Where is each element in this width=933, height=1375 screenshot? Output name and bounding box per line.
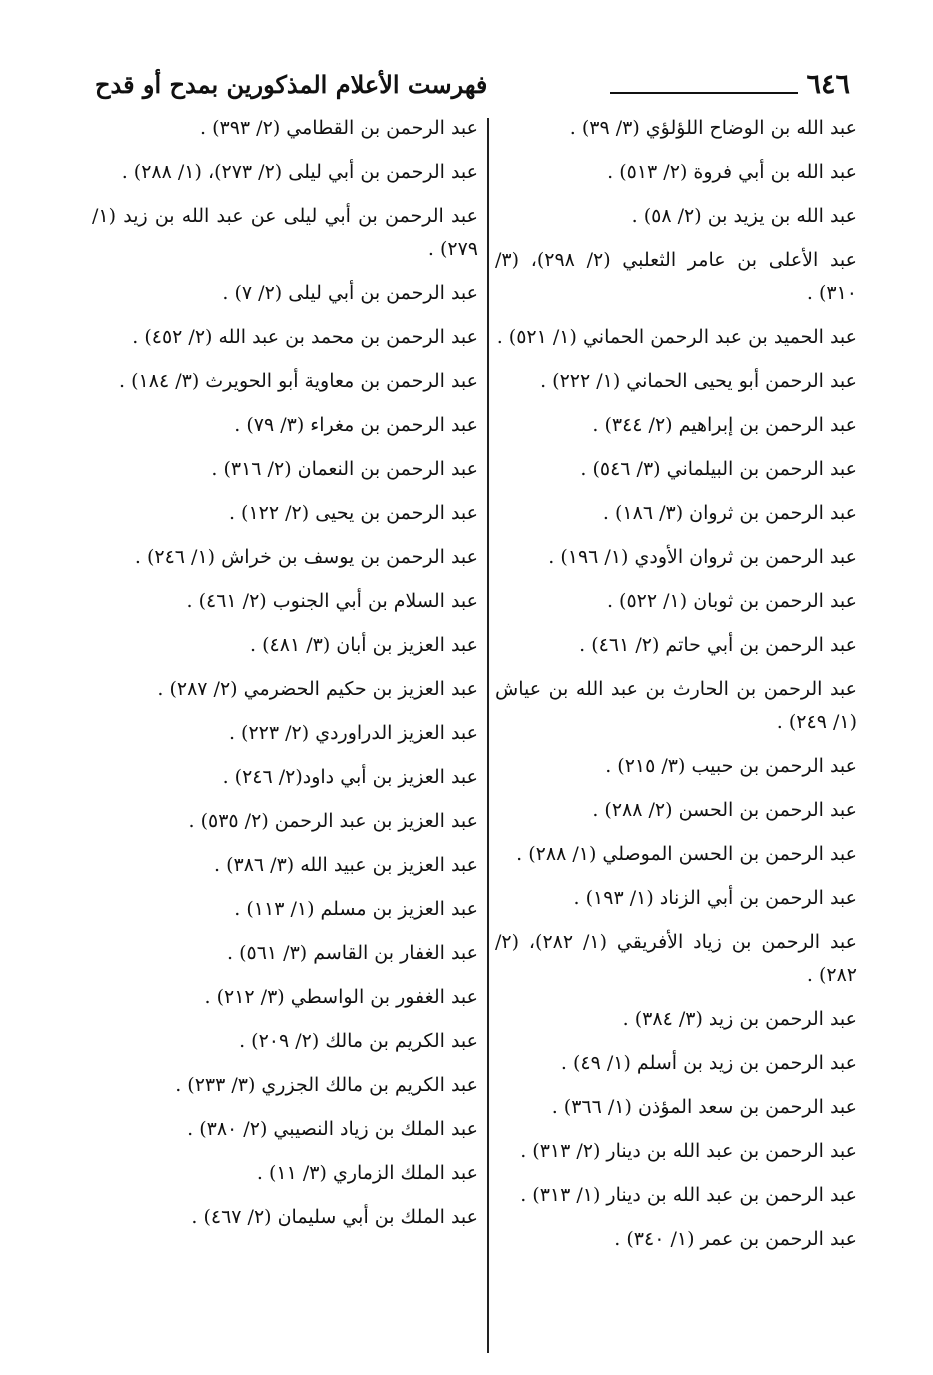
- index-entry: عبد الغفار بن القاسم (٣/ ٥٦١) .: [226, 942, 478, 964]
- index-entry: عبد الرحمن بن البيلماني (٣/ ٥٤٦) .: [580, 458, 857, 480]
- index-entry: عبد الرحمن بن حبيب (٣/ ٢١٥) .: [605, 755, 857, 777]
- index-entry: عبد الملك بن زياد النصيبي (٢/ ٣٨٠) .: [187, 1118, 478, 1140]
- index-entry: عبد الرحمن بن عبد الله بن دينار (٢/ ٣١٣) .: [520, 1140, 857, 1162]
- index-entry: عبد الرحمن بن معاوية أبو الحويرث (٣/ ١٨٤) .: [119, 370, 478, 392]
- index-entry: عبد الحميد بن عبد الرحمن الحماني (١/ ٥٢١) .: [496, 326, 857, 348]
- index-entry: عبد السلام بن أبي الجنوب (٢/ ٤٦١) .: [186, 590, 478, 612]
- index-entry: عبد العزيز بن مسلم (١/ ١١٣) .: [234, 898, 478, 920]
- index-entry: عبد الرحمن بن محمد بن عبد الله (٢/ ٤٥٢) .: [132, 326, 478, 348]
- index-entry: عبد الرحمن بن أبي حاتم (٢/ ٤٦١) .: [579, 634, 857, 656]
- index-entry: عبد الرحمن بن عمر (١/ ٣٤٠) .: [614, 1228, 857, 1250]
- left-column: [92, 112, 478, 1245]
- index-entry: عبد الرحمن بن النعمان (٢/ ٣١٦) .: [211, 458, 478, 480]
- index-entry: عبد الرحمن بن أبي الزناد (١/ ١٩٣) .: [573, 887, 857, 909]
- index-entry: عبد الرحمن بن الحارث بن عبد الله بن عياش (١/ ٢٤٩) .: [495, 678, 857, 733]
- index-entry: عبد الغفور بن الواسطي (٣/ ٢١٢) .: [204, 986, 478, 1008]
- index-entry: عبد الرحمن بن مغراء (٣/ ٧٩) .: [234, 414, 478, 436]
- index-entry: عبد الرحمن بن الحسن الموصلي (١/ ٢٨٨) .: [516, 843, 857, 865]
- index-entry: عبد الله بن يزيد بن (٢/ ٥٨) .: [631, 205, 857, 227]
- header-rule: [610, 92, 798, 94]
- index-entry: عبد الكريم بن مالك الجزري (٣/ ٢٣٣) .: [175, 1074, 478, 1096]
- index-entry: عبد الله بن أبي فروة (٢/ ٥١٣) .: [607, 161, 857, 183]
- index-entry: عبد الأعلى بن عامر الثعلبي (٢/ ٢٩٨)، (٣/ ٣١٠) .: [495, 249, 857, 304]
- index-entry: عبد الرحمن بن أبي ليلى (٢/ ٧) .: [222, 282, 478, 304]
- index-entry: عبد الملك الزماري (٣/ ١١) .: [256, 1162, 478, 1184]
- index-entry: عبد الله بن الوضاح اللؤلؤي (٣/ ٣٩) .: [569, 117, 857, 139]
- index-entry: عبد العزيز الدراوردي (٢/ ٢٢٣) .: [228, 722, 478, 744]
- right-column: [495, 112, 857, 1267]
- index-entry: عبد الرحمن بن ثروان الأودي (١/ ١٩٦) .: [548, 546, 857, 568]
- index-entry: عبد الرحمن بن عبد الله بن دينار (١/ ٣١٣) .: [520, 1184, 857, 1206]
- index-entry: عبد الرحمن بن يوسف بن خراش (١/ ٢٤٦) .: [134, 546, 478, 568]
- index-entry: عبد الرحمن بن أبي ليلى عن عبد الله بن زيد (١/ ٢٧٩) .: [92, 205, 478, 260]
- index-entry: عبد الكريم بن مالك (٢/ ٢٠٩) .: [239, 1030, 478, 1052]
- index-entry: عبد الرحمن بن يحيى (٢/ ١٢٢) .: [228, 502, 478, 524]
- index-entry: عبد الرحمن بن ثروان (٣/ ١٨٦) .: [602, 502, 857, 524]
- index-entry: عبد العزيز بن أبان (٣/ ٤٨١) .: [250, 634, 478, 656]
- index-entry: عبد الرحمن بن القطامي (٢/ ٣٩٣) .: [200, 117, 478, 139]
- index-entry: عبد الملك بن أبي سليمان (٢/ ٤٦٧) .: [191, 1206, 478, 1228]
- index-entry: عبد العزيز بن حكيم الحضرمي (٢/ ٢٨٧) .: [157, 678, 478, 700]
- index-entry: عبد الرحمن بن إبراهيم (٢/ ٣٤٤) .: [592, 414, 857, 436]
- index-entry: عبد العزيز بن عبيد الله (٣/ ٣٨٦) .: [213, 854, 478, 876]
- page-header: [95, 68, 850, 108]
- index-entry: عبد الرحمن بن زيد بن أسلم (١/ ٤٩) .: [560, 1052, 857, 1074]
- column-divider: [487, 118, 489, 1353]
- index-entry: عبد الرحمن بن زيد (٣/ ٣٨٤) .: [622, 1008, 857, 1030]
- index-entry: عبد الرحمن بن أبي ليلى (٢/ ٢٧٣)، (١/ ٢٨٨) .: [121, 161, 478, 183]
- index-entry: عبد الرحمن بن سعد المؤذن (١/ ٣٦٦) .: [551, 1096, 857, 1118]
- index-entry: عبد العزيز بن أبي داود(٢/ ٢٤٦) .: [222, 766, 478, 788]
- index-entry: عبد الرحمن بن ثوبان (١/ ٥٢٢) .: [606, 590, 857, 612]
- running-title: فهرست الأعلام المذكورين بمدح أو قدح: [95, 70, 488, 99]
- index-entry: عبد الرحمن بن زياد الأفريقي (١/ ٢٨٢)، (٢/ ٢٨٢) .: [495, 931, 857, 986]
- index-entry: عبد الرحمن أبو يحيى الحماني (١/ ٢٢٢) .: [540, 370, 857, 392]
- index-entry: عبد الرحمن بن الحسن (٢/ ٢٨٨) .: [592, 799, 857, 821]
- index-entry: عبد العزيز بن عبد الرحمن (٢/ ٥٣٥) .: [188, 810, 478, 832]
- page-number: ٦٤٦: [806, 69, 850, 100]
